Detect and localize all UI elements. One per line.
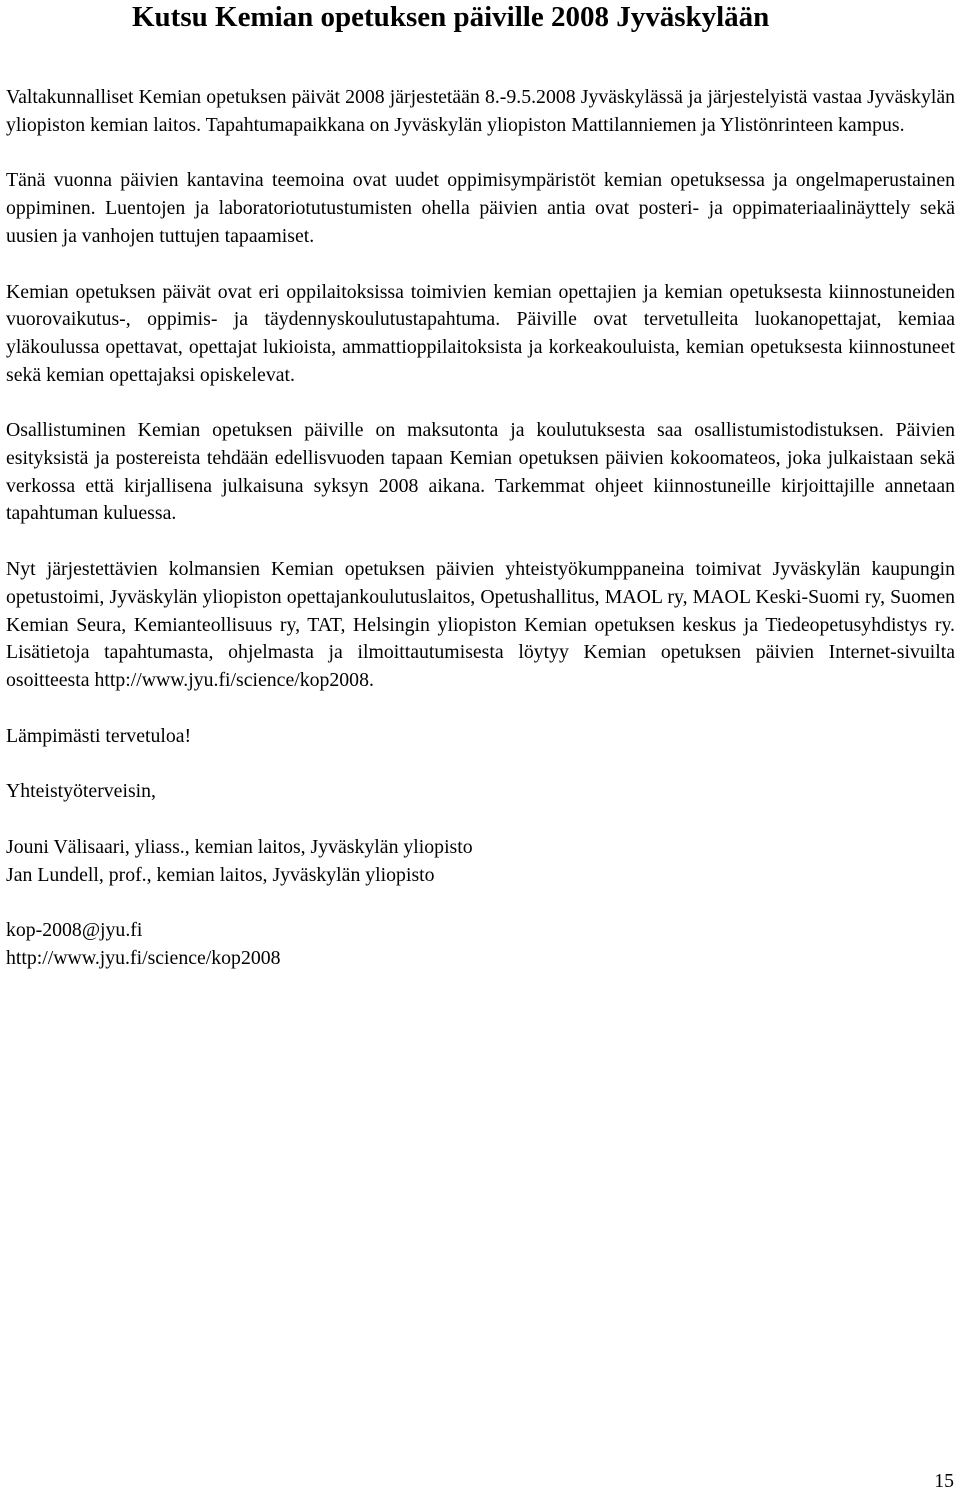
document-title: Kutsu Kemian opetuksen päiville 2008 Jyväskylään [132, 1, 770, 33]
paragraph-intro: Valtakunnalliset Kemian opetuksen päivät 2008 järjestetään 8.-9.5.2008 Jyväskylässä ja järjestelyistä vastaa Jyväskylän yliopiston kemian laitos. Tapahtumapaikkana on Jyväskylän yliopiston Mattilanniemen ja Ylistönrinteen kampus. [6, 86, 955, 136]
signatory: Jan Lundell, prof., kemian laitos, Jyväskylän yliopisto [6, 863, 435, 886]
paragraph-partners: Nyt järjestettävien kolmansien Kemian opetuksen päivien yhteistyökumppaneina toimivat Jyväskylän kaupungin opetustoimi, Jyväskylän yliopiston opettajankoulutuslaitos, Opetushallitus, MAOL ry, MAOL Keski-Suomi ry, Suomen Kemian Seura, Kemianteollisuus ry, TAT, Helsingin yliopiston Kemian opetuksen keskus ja Tiedeopetusyhdistys ry. Lisätietoja tapahtumasta, ohjelmasta ja ilmoittautumisesta löytyy Kemian opetuksen päivien Internet-sivuilta osoitteesta http://www.jyu.fi/science/kop2008. [6, 558, 955, 691]
document-body [6, 84, 955, 973]
signatory: Jouni Välisaari, yliass., kemian laitos, Jyväskylän yliopisto [6, 836, 473, 859]
page-number: 15 [934, 1470, 954, 1492]
signatories [6, 834, 955, 889]
contact-url[interactable]: http://www.jyu.fi/science/kop2008 [6, 947, 281, 970]
paragraph-participation: Osallistuminen Kemian opetuksen päiville on maksutonta ja koulutuksesta saa osallistumistodistuksen. Päivien esityksistä ja postereista tehdään edellisvuoden tapaan Kemian opetuksen päivien kokoomateos, joka julkaistaan sekä verkossa että kirjallisena julkaisuna syksyn 2008 aikana. Tarkemmat ohjeet kiinnostuneille kirjoittajille annetaan tapahtuman kuluessa. [6, 419, 955, 525]
contact-info [6, 917, 955, 972]
paragraph-audience: Kemian opetuksen päivät ovat eri oppilaitoksissa toimivien kemian opettajien ja kemian opetuksesta kiinnostuneiden vuorovaikutus-, oppimis- ja täydennyskoulutustapahtuma. Päiville ovat tervetulleita luokanopettajat, kemiaa yläkoulussa opettavat, opettajat lukioista, ammattioppilaitoksista ja korkeakouluista, kemian opetuksesta kiinnostuneet sekä kemian opettajaksi opiskelevat. [6, 280, 955, 386]
paragraph-themes: Tänä vuonna päivien kantavina teemoina ovat uudet oppimisympäristöt kemian opetuksessa ja ongelmaperustainen oppiminen. Luentojen ja laboratoriotutustumisten ohella päivien antia ovat posteri- ja oppimateriaalinäyttely sekä uusien ja vanhojen tuttujen tapaamiset. [6, 169, 955, 247]
contact-email[interactable]: kop-2008@jyu.fi [6, 919, 143, 942]
greeting: Lämpimästi tervetuloa! [6, 724, 192, 747]
closing: Yhteistyöterveisin, [6, 780, 156, 803]
